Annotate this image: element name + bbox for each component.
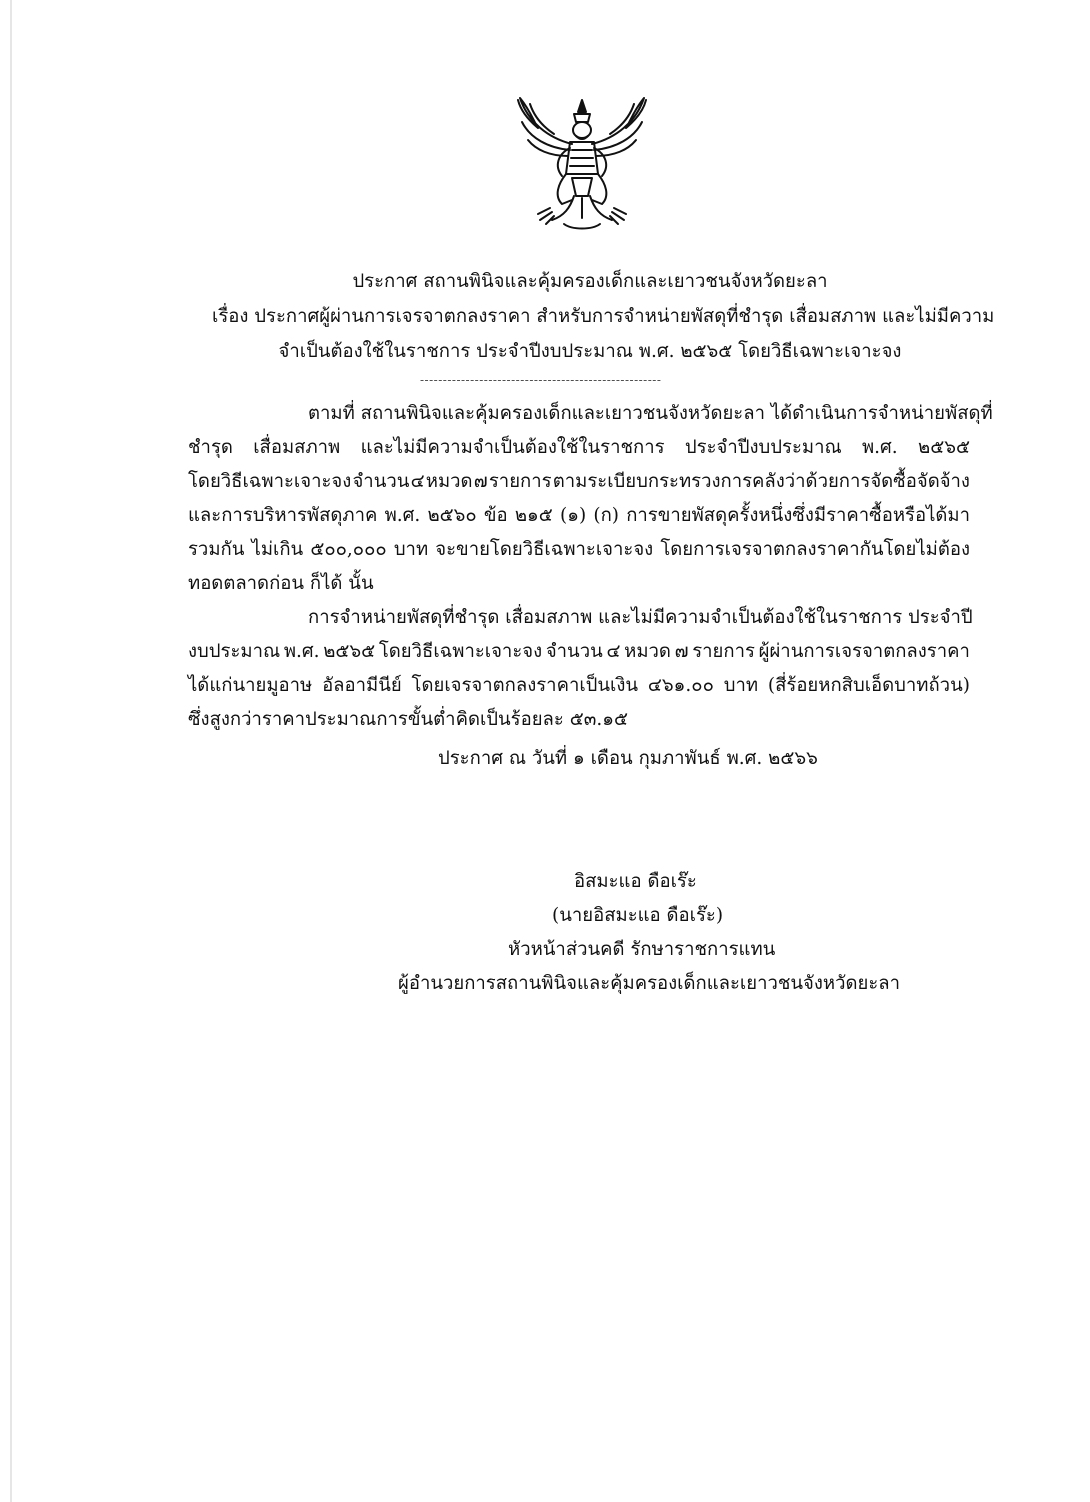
announcement-header: ประกาศ สถานพินิจและคุ้มครองเด็กและเยาวชนจังหวัดยะลา xyxy=(352,271,828,292)
paragraph-2-line: การจำหน่ายพัสดุที่ชำรุด เสื่อมสภาพ และไม่มีความจำเป็นต้องใช้ในราชการ ประจำปี xyxy=(308,607,973,628)
paragraph-1-line: ชำรุด เสื่อมสภาพ และไม่มีความจำเป็นต้องใช้ในราชการ ประจำปีงบประมาณ พ.ศ. ๒๕๖๕ xyxy=(188,437,970,458)
signatory-position: หัวหน้าส่วนคดี รักษาราชการแทน xyxy=(508,939,776,960)
header-divider: ----------------------------------------------------- xyxy=(420,373,662,387)
paragraph-1-line: โดยวิธีเฉพาะเจาะจง จำนวน ๔ หมวด ๗ รายการ ตามระเบียบกระทรวงการคลังว่าด้วยการจัดซื้อจัดจ้าง xyxy=(188,471,970,492)
announcement-subject-line-1: เรื่อง ประกาศผู้ผ่านการเจรจาตกลงราคา สำหรับการจำหน่ายพัสดุที่ชำรุด เสื่อมสภาพ และไม่มีความ xyxy=(212,306,995,327)
paragraph-1-line: รวมกัน ไม่เกิน ๕๐๐,๐๐๐ บาท จะขายโดยวิธีเฉพาะเจาะจง โดยการเจรจาตกลงราคากันโดยไม่ต้อง xyxy=(188,539,970,560)
signature-name: อิสมะแอ ดือเร๊ะ xyxy=(574,871,697,892)
paragraph-1-line: ตามที่ สถานพินิจและคุ้มครองเด็กและเยาวชนจังหวัดยะลา ได้ดำเนินการจำหน่ายพัสดุที่ xyxy=(308,403,993,424)
signatory-full-name: (นายอิสมะแอ ดือเร๊ะ) xyxy=(552,905,724,926)
paragraph-2-line: งบประมาณ พ.ศ. ๒๕๖๕ โดยวิธีเฉพาะเจาะจง จำนวน ๔ หมวด ๗ รายการ ผู้ผ่านการเจรจาตกลงราคา xyxy=(188,641,970,662)
announcement-subject-line-2: จำเป็นต้องใช้ในราชการ ประจำปีงบประมาณ พ.ศ. ๒๕๖๕ โดยวิธีเฉพาะเจาะจง xyxy=(278,341,902,362)
paragraph-2-line: ซึ่งสูงกว่าราคาประมาณการขั้นต่ำคิดเป็นร้อยละ ๕๓.๑๕ xyxy=(188,709,628,730)
paragraph-2-line: ได้แก่นายมูอาษ อัลอามีนีย์ โดยเจรจาตกลงราคาเป็นเงิน ๔๖๑.๐๐ บาท (สี่ร้อยหกสิบเอ็ดบาทถ้วน) xyxy=(188,675,970,696)
paragraph-1-line: ทอดตลาดก่อน ก็ได้ นั้น xyxy=(188,573,374,594)
signatory-office: ผู้อำนวยการสถานพินิจและคุ้มครองเด็กและเยาวชนจังหวัดยะลา xyxy=(398,973,901,994)
paragraph-1-line: และการบริหารพัสดุภาค พ.ศ. ๒๕๖๐ ข้อ ๒๑๕ (๑) (ก) การขายพัสดุครั้งหนึ่งซึ่งมีราคาซื้อหรือได้มา xyxy=(188,505,970,526)
garuda-emblem-icon xyxy=(508,92,656,234)
announcement-date: ประกาศ ณ วันที่ ๑ เดือน กุมภาพันธ์ พ.ศ. ๒๕๖๖ xyxy=(438,748,818,769)
